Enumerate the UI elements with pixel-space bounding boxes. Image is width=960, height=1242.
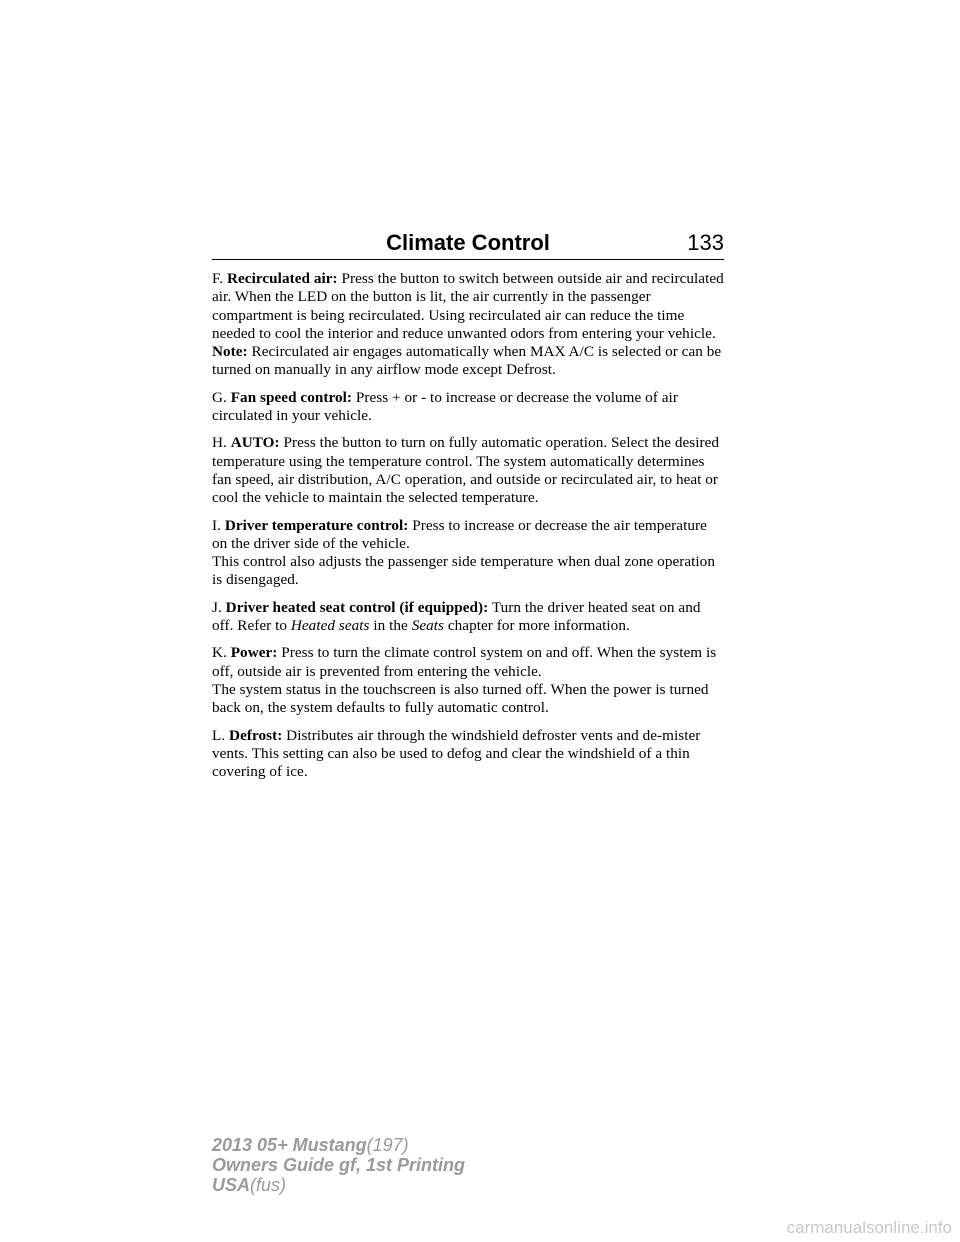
section-text: in the bbox=[373, 617, 408, 635]
section-k bbox=[212, 644, 724, 681]
section-label: Driver temperature control: bbox=[224, 516, 409, 534]
site-watermark: carmanualsonline.info bbox=[786, 1218, 952, 1237]
page-number: 133 bbox=[687, 230, 724, 255]
section-text: chapter for more information. bbox=[447, 617, 630, 635]
section-g bbox=[212, 389, 724, 426]
section-text: Press to increase or decrease the air temperature on the driver side of the vehicle. bbox=[212, 516, 707, 552]
page-body bbox=[212, 270, 724, 790]
section-label: Recirculated air: bbox=[227, 270, 338, 287]
section-label: Driver heated seat control (if equipped): bbox=[225, 598, 489, 616]
chapter-title: Climate Control bbox=[386, 230, 550, 255]
section-label: Fan speed control: bbox=[230, 388, 353, 406]
section-letter: I. bbox=[212, 516, 221, 534]
section-text: Press + or - to increase or decrease the volume of air circulated in your vehicle. bbox=[212, 388, 678, 425]
section-letter: J. bbox=[212, 598, 222, 616]
section-i bbox=[212, 517, 724, 554]
section-text: Press the button to switch between outside air and recirculated air. When the LED on the button is lit, the air currently in the passenger compartment is being recirculated. Using recirculated air can reduce the time needed to cool the interior and reduce unwanted odors from entering your vehicle. bbox=[212, 270, 724, 342]
section-label: Defrost: bbox=[229, 726, 283, 744]
section-j bbox=[212, 599, 724, 636]
cross-reference-seats: Seats bbox=[411, 617, 445, 635]
footer-page-code: (197) bbox=[366, 1135, 409, 1155]
section-letter: H. bbox=[212, 434, 227, 452]
note-label: Note: bbox=[212, 343, 248, 361]
footer-line-1 bbox=[212, 1135, 465, 1155]
note-text: Recirculated air engages automatically when MAX A/C is selected or can be turned on manually in any airflow mode except Defrost. bbox=[212, 343, 722, 379]
section-l bbox=[212, 727, 724, 782]
section-k-extra: The system status in the touchscreen is also turned off. When the power is turned back on, the system defaults to fully automatic control. bbox=[212, 680, 709, 717]
section-f bbox=[212, 270, 724, 343]
cross-reference-heated-seats: Heated seats bbox=[290, 617, 370, 635]
footer-market: USA bbox=[212, 1175, 251, 1195]
section-letter: L. bbox=[212, 726, 226, 744]
page-header bbox=[212, 224, 724, 264]
section-label: Power: bbox=[230, 644, 278, 662]
footer-model: 2013 05+ Mustang bbox=[212, 1135, 367, 1155]
section-f-note bbox=[212, 343, 724, 380]
section-label: AUTO: bbox=[230, 434, 280, 452]
section-text: Press the button to turn on fully automatic operation. Select the desired temperature using the temperature control. The system automatically determines fan speed, air distribution, A/C operation, and outside or recirculated air, to heat or cool the vehicle to maintain the selected temperature. bbox=[212, 434, 720, 507]
document-footer bbox=[212, 1135, 465, 1195]
footer-line-2: Owners Guide gf, 1st Printing bbox=[212, 1155, 466, 1175]
section-letter: K. bbox=[212, 644, 227, 662]
header-divider bbox=[212, 259, 724, 260]
section-letter: F. bbox=[212, 270, 224, 287]
section-letter: G. bbox=[212, 388, 227, 406]
section-text: Distributes air through the windshield defroster vents and de-mister vents. This setting can also be used to defog and clear the windshield of a thin covering of ice. bbox=[212, 726, 701, 781]
footer-market-code: (fus) bbox=[250, 1175, 287, 1195]
footer-line-3 bbox=[212, 1175, 465, 1195]
section-i-extra: This control also adjusts the passenger side temperature when dual zone operation is disengaged. bbox=[212, 553, 715, 589]
section-text: Press to turn the climate control system on and off. When the system is off, outside air is prevented from entering the vehicle. bbox=[212, 644, 717, 680]
section-text: Turn the driver heated seat on and off. Refer to bbox=[212, 598, 701, 635]
section-h bbox=[212, 434, 724, 507]
